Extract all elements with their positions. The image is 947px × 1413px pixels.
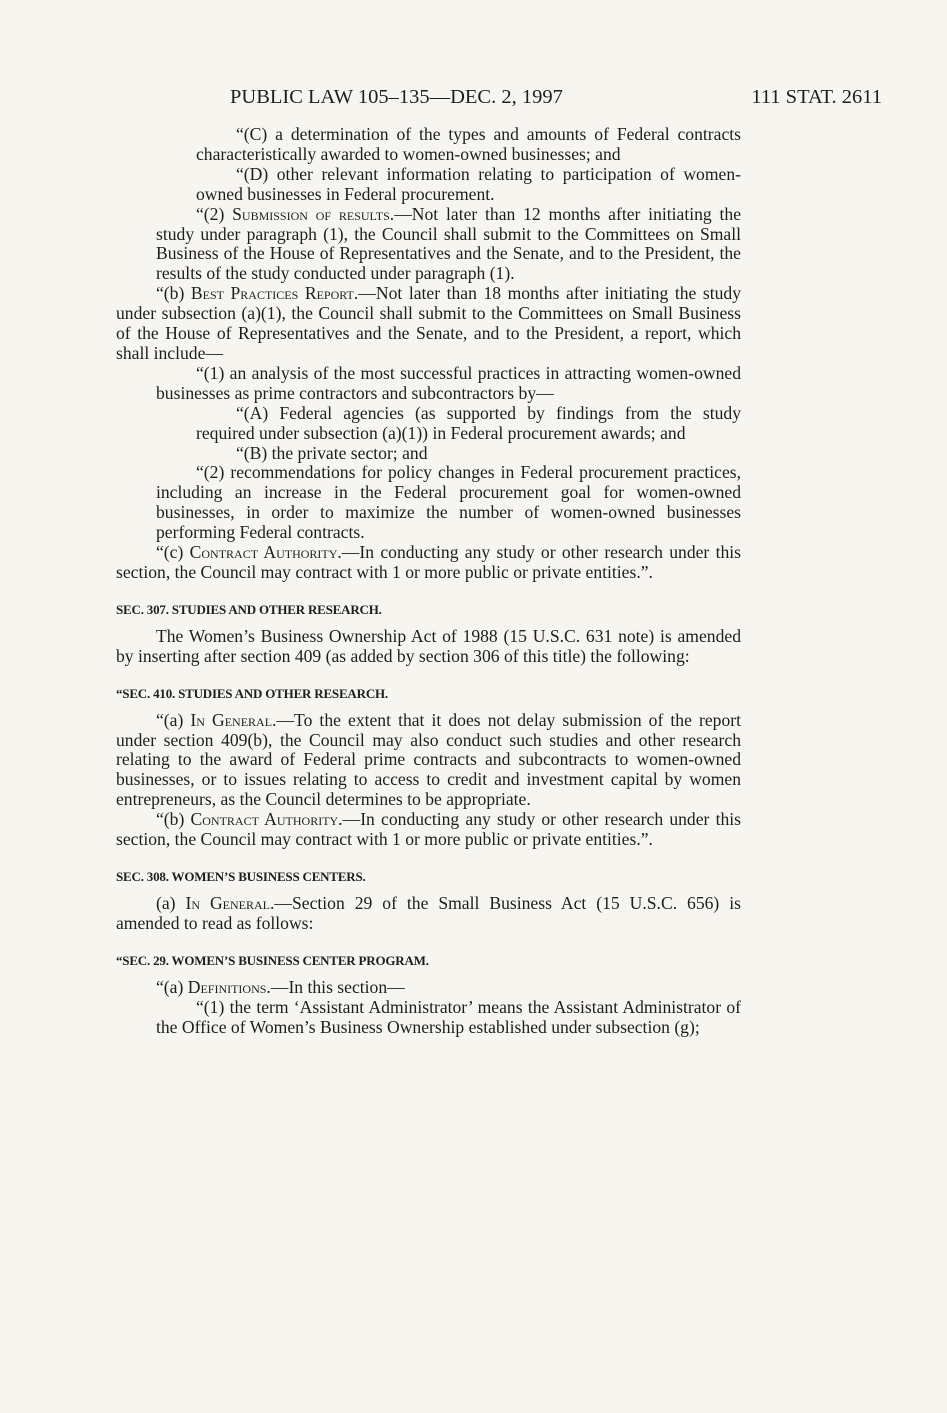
paragraph-text: SEC. 307. STUDIES AND OTHER RESEARCH. (116, 601, 382, 617)
paragraph (116, 444, 741, 464)
paragraph-text: “(C) a determination of the types and amounts of Federal contracts characteristically awarded to women-owned businesses; and (196, 124, 741, 164)
section-heading (116, 953, 741, 969)
paragraph-caption: Submission of results. (232, 203, 395, 224)
paragraph-caption: Definitions. (187, 976, 271, 997)
paragraph (116, 463, 741, 543)
paragraph-text: “(D) other relevant information relating to participation of women-owned businesses in Federal procurement. (196, 163, 741, 204)
paragraph-caption: In General. (185, 893, 275, 913)
paragraph-caption: Contract Authority. (190, 809, 343, 830)
paragraph-text: “(1) an analysis of the most successful practices in attracting women-owned businesses as prime contractors and subcontractors by— (156, 362, 741, 403)
paragraph-prefix: “(b) (156, 809, 191, 830)
paragraph-text: “(B) the private sector; and (236, 442, 428, 463)
paragraph-prefix: “(b) (156, 283, 191, 304)
paragraph-text: SEC. 308. WOMEN’S BUSINESS CENTERS. (116, 869, 366, 884)
section-heading (116, 686, 741, 702)
paragraph (116, 364, 741, 404)
page-header (230, 86, 882, 112)
paragraph-text: “SEC. 29. WOMEN’S BUSINESS CENTER PROGRAM. (116, 952, 429, 968)
paragraph-prefix: “(a) (156, 976, 188, 997)
paragraph (116, 284, 741, 364)
paragraph-text: —Section 29 of the Small Business Act (15 U.S.C. 656) is amended to read as follows: (116, 893, 741, 933)
paragraph-text: —In conducting any study or other research under this section, the Council may contract with 1 or more public or private entities.”. (116, 809, 741, 850)
paragraph (116, 810, 741, 850)
header-statute-page: 111 STAT. 2611 (751, 86, 882, 108)
header-law-citation: PUBLIC LAW 105–135—DEC. 2, 1997 (230, 86, 563, 108)
paragraph (116, 125, 741, 165)
paragraph-text: The Women’s Business Ownership Act of 1988 (15 U.S.C. 631 note) is amended by inserting after section 409 (as added by section 306 of this title) the following: (116, 625, 741, 666)
paragraph-prefix: “(2) (196, 203, 233, 224)
paragraph-text: “(2) recommendations for policy changes in Federal procurement practices, including an increase in the Federal procurement goal for women-owned businesses, in order to maximize the number of women-owned businesses performing Federal contracts. (156, 462, 741, 543)
paragraph (116, 998, 741, 1038)
paragraph (116, 165, 741, 205)
paragraph-caption: Best Practices Report. (190, 283, 359, 304)
paragraph-prefix: “(a) (156, 709, 191, 730)
paragraph-caption: In General. (190, 709, 277, 730)
paragraph-text: —Not later than 12 months after initiating the study under paragraph (1), the Council shall submit to the Committees on Small Business of the House of Representatives and the Senate, and to the President, the results of the study conducted under paragraph (1). (156, 203, 742, 284)
paragraph (116, 543, 741, 583)
paragraph-text: —In this section— (270, 976, 405, 997)
paragraph-prefix: “(c) (156, 542, 190, 563)
paragraph-text: “(1) the term ‘Assistant Administrator’ means the Assistant Administrator of the Office of Women’s Business Ownership established under subsection (g); (156, 996, 741, 1037)
paragraph (116, 627, 741, 667)
paragraph (116, 978, 741, 998)
paragraph (116, 894, 741, 934)
paragraph-text: —Not later than 18 months after initiating the study under subsection (a)(1), the Council shall submit to the Committees on Small Business of the House of Representatives and the Senate, and to the President, a report, which shall include— (116, 283, 741, 363)
paragraph-prefix: (a) (156, 893, 186, 913)
paragraph-text: —In conducting any study or other research under this section, the Council may contract with 1 or more public or private entities.”. (116, 542, 741, 582)
section-heading (116, 869, 741, 885)
paragraph (116, 711, 741, 811)
paragraph-caption: Contract Authority. (189, 542, 342, 563)
paragraph (116, 404, 741, 444)
paragraph-text: “(A) Federal agencies (as supported by findings from the study required under subsection (a)(1)) in Federal procurement awards; and (196, 402, 741, 443)
document-body (116, 125, 741, 1038)
paragraph-text: —To the extent that it does not delay submission of the report under section 409(b), the Council may also conduct such studies and other research relating to the award of Federal prime contracts and subcontracts to women-owned businesses, or to issues relating to access to credit and investment capital by women entrepreneurs, as the Council determines to be appropriate. (116, 709, 741, 810)
paragraph (116, 205, 741, 285)
paragraph-text: “SEC. 410. STUDIES AND OTHER RESEARCH. (116, 685, 388, 701)
section-heading (116, 602, 741, 618)
